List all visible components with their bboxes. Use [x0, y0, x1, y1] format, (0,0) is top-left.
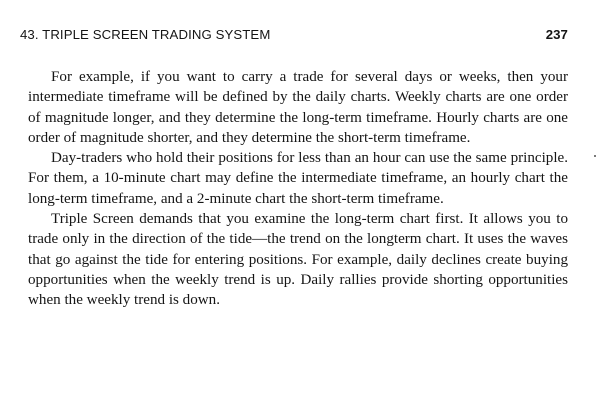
paragraph-day-traders: Day-traders who hold their positions for less than an hour can use the same principle. For them, a 10-minute chart may define the intermediate timeframe, an hourly chart the long-term timeframe, and a 2-minute chart the short-term timeframe. [28, 150, 568, 207]
paragraph-triple-screen: Triple Screen demands that you examine the long-term chart first. It allows you to trade only in the direction of the tide—the trend on the longterm chart. It uses the waves that go against the tide for entering positions. For example, daily declines create buying opportunities when the weekly trend is up. Daily rallies provide shorting opportunities when the weekly trend is down. [28, 211, 568, 309]
page-number: 237 [545, 27, 568, 42]
chapter-title: 43. TRIPLE SCREEN TRADING SYSTEM [20, 27, 271, 42]
running-head [20, 25, 568, 45]
paragraph-timeframes: For example, if you want to carry a trade for several days or weeks, then your intermediate timeframe will be defined by the daily charts. Weekly charts are one order of magnitude longer, and they determine the long-term timeframe. Hourly charts are one order of magnitude shorter, and they determine the short-term timeframe. [28, 69, 568, 146]
margin-mark [594, 155, 596, 157]
body-text [28, 67, 568, 311]
